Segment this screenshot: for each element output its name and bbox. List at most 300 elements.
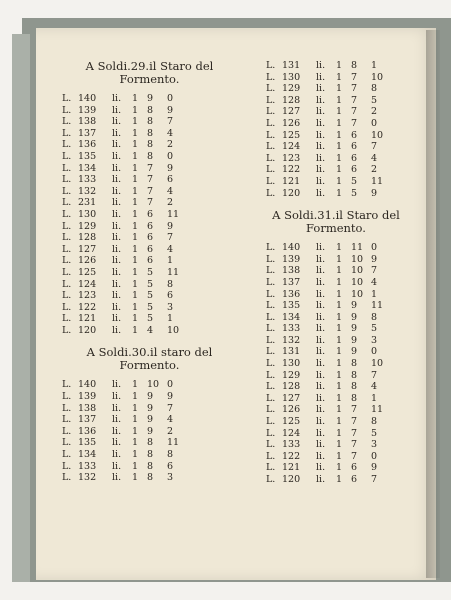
table-row xyxy=(266,277,406,289)
row-value-1: 1 xyxy=(336,346,343,358)
row-value-2: 8 xyxy=(147,139,154,151)
row-value-2: 7 xyxy=(351,83,358,95)
row-unit: li. xyxy=(316,288,326,300)
row-unit: li. xyxy=(112,255,122,267)
row-value-2: 9 xyxy=(351,346,358,358)
row-number: 129 xyxy=(282,83,301,95)
row-number: 121 xyxy=(282,175,301,187)
row-unit: li. xyxy=(316,334,326,346)
row-value-1: 1 xyxy=(132,414,139,426)
row-number: 140 xyxy=(78,379,97,391)
row-prefix: L. xyxy=(266,253,276,265)
row-value-2: 5 xyxy=(351,187,358,199)
table-row xyxy=(266,242,406,254)
row-prefix: L. xyxy=(266,152,276,164)
row-value-3: 0 xyxy=(167,379,174,391)
row-value-1: 1 xyxy=(132,437,139,449)
row-number: 129 xyxy=(282,369,301,381)
row-prefix: L. xyxy=(266,300,276,312)
row-value-3: 6 xyxy=(167,290,174,302)
row-value-3: 1 xyxy=(371,392,378,404)
row-number: 132 xyxy=(78,185,97,197)
heading-line: Formento. xyxy=(306,221,366,236)
row-value-1: 1 xyxy=(132,93,139,104)
row-prefix: L. xyxy=(266,94,276,106)
row-number: 131 xyxy=(282,346,301,358)
row-number: 127 xyxy=(78,243,97,255)
row-number: 133 xyxy=(282,323,301,335)
row-unit: li. xyxy=(316,300,326,312)
row-value-2: 8 xyxy=(147,127,154,139)
row-unit: li. xyxy=(316,253,326,265)
row-number: 140 xyxy=(282,242,301,254)
row-prefix: L. xyxy=(266,117,276,129)
row-prefix: L. xyxy=(62,104,72,116)
row-value-1: 1 xyxy=(132,391,139,403)
row-unit: li. xyxy=(316,60,326,71)
row-number: 135 xyxy=(282,300,301,312)
section-heading-30 xyxy=(62,346,237,372)
table-row xyxy=(266,130,406,142)
row-value-1: 1 xyxy=(336,129,343,141)
row-value-3: 7 xyxy=(167,402,174,414)
row-value-2: 10 xyxy=(351,265,364,277)
row-value-2: 9 xyxy=(351,334,358,346)
row-value-2: 8 xyxy=(351,392,358,404)
row-value-3: 9 xyxy=(167,220,174,232)
row-prefix: L. xyxy=(266,106,276,118)
row-unit: li. xyxy=(112,197,122,209)
row-unit: li. xyxy=(316,404,326,416)
row-value-3: 0 xyxy=(371,117,378,129)
row-number: 121 xyxy=(78,313,97,325)
row-value-3: 8 xyxy=(167,449,174,461)
row-prefix: L. xyxy=(62,278,72,290)
row-value-2: 8 xyxy=(351,369,358,381)
row-unit: li. xyxy=(112,301,122,313)
row-value-2: 8 xyxy=(147,449,154,461)
row-value-2: 6 xyxy=(351,129,358,141)
row-value-2: 8 xyxy=(351,381,358,393)
row-value-2: 6 xyxy=(147,208,154,220)
table-row xyxy=(62,267,237,279)
table-row xyxy=(266,60,406,72)
row-value-2: 11 xyxy=(351,242,364,254)
row-unit: li. xyxy=(316,381,326,393)
table-row xyxy=(62,279,237,291)
table-row xyxy=(62,313,237,325)
table-row xyxy=(62,105,237,117)
row-prefix: L. xyxy=(62,437,72,449)
table-row xyxy=(266,404,406,416)
row-value-1: 1 xyxy=(132,313,139,325)
row-unit: li. xyxy=(316,106,326,118)
row-prefix: L. xyxy=(266,60,276,71)
row-unit: li. xyxy=(316,129,326,141)
row-unit: li. xyxy=(316,311,326,323)
row-value-1: 1 xyxy=(132,290,139,302)
table-row xyxy=(266,428,406,440)
row-prefix: L. xyxy=(62,391,72,403)
row-value-3: 9 xyxy=(167,104,174,116)
table-row xyxy=(62,255,237,267)
row-prefix: L. xyxy=(62,402,72,414)
row-value-1: 1 xyxy=(336,141,343,153)
row-prefix: L. xyxy=(62,414,72,426)
row-value-2: 8 xyxy=(351,60,358,71)
row-unit: li. xyxy=(316,439,326,451)
row-prefix: L. xyxy=(62,324,72,336)
row-unit: li. xyxy=(112,266,122,278)
row-number: 132 xyxy=(78,472,97,484)
row-unit: li. xyxy=(316,242,326,254)
table-row xyxy=(62,197,237,209)
row-value-2: 10 xyxy=(147,379,160,391)
row-number: 122 xyxy=(282,164,301,176)
heading-line: A Soldi.31.il Staro del xyxy=(272,208,400,223)
row-value-3: 8 xyxy=(167,278,174,290)
row-value-2: 8 xyxy=(351,358,358,370)
row-number: 123 xyxy=(78,290,97,302)
row-value-1: 1 xyxy=(336,439,343,451)
row-number: 133 xyxy=(282,439,301,451)
row-number: 139 xyxy=(282,253,301,265)
row-prefix: L. xyxy=(62,232,72,244)
right-column xyxy=(266,60,406,486)
row-unit: li. xyxy=(316,369,326,381)
row-prefix: L. xyxy=(62,220,72,232)
table-row xyxy=(62,290,237,302)
row-value-3: 5 xyxy=(371,427,378,439)
row-unit: li. xyxy=(112,324,122,336)
row-number: 136 xyxy=(78,139,97,151)
table-row xyxy=(62,163,237,175)
row-value-1: 1 xyxy=(132,379,139,391)
section-heading-29 xyxy=(62,60,237,86)
row-value-2: 9 xyxy=(147,402,154,414)
row-value-3: 5 xyxy=(371,323,378,335)
table-row xyxy=(266,289,406,301)
table-row xyxy=(266,153,406,165)
row-unit: li. xyxy=(316,187,326,199)
row-prefix: L. xyxy=(266,462,276,474)
row-number: 136 xyxy=(78,425,97,437)
row-value-1: 1 xyxy=(132,162,139,174)
row-number: 120 xyxy=(78,324,97,336)
row-value-1: 1 xyxy=(336,300,343,312)
row-unit: li. xyxy=(112,150,122,162)
row-number: 125 xyxy=(282,416,301,428)
table-row xyxy=(62,221,237,233)
table-row xyxy=(266,474,406,486)
row-number: 135 xyxy=(78,437,97,449)
row-prefix: L. xyxy=(62,266,72,278)
row-unit: li. xyxy=(316,358,326,370)
row-unit: li. xyxy=(112,402,122,414)
row-unit: li. xyxy=(316,474,326,485)
row-unit: li. xyxy=(316,392,326,404)
row-value-2: 8 xyxy=(147,437,154,449)
row-unit: li. xyxy=(112,472,122,484)
row-prefix: L. xyxy=(62,116,72,128)
row-number: 130 xyxy=(282,358,301,370)
row-number: 124 xyxy=(282,141,301,153)
row-value-1: 1 xyxy=(336,152,343,164)
row-value-3: 4 xyxy=(371,381,378,393)
row-value-3: 4 xyxy=(371,276,378,288)
table-row xyxy=(266,106,406,118)
row-value-2: 6 xyxy=(147,220,154,232)
row-unit: li. xyxy=(316,323,326,335)
row-value-2: 9 xyxy=(147,93,154,104)
table-row xyxy=(266,462,406,474)
row-prefix: L. xyxy=(266,323,276,335)
table-row xyxy=(266,176,406,188)
table-row xyxy=(266,358,406,370)
row-unit: li. xyxy=(112,116,122,128)
table-row xyxy=(266,83,406,95)
row-number: 130 xyxy=(282,71,301,83)
row-unit: li. xyxy=(316,164,326,176)
row-prefix: L. xyxy=(62,174,72,186)
price-table-29 xyxy=(62,93,237,336)
row-number: 131 xyxy=(282,60,301,71)
row-prefix: L. xyxy=(62,139,72,151)
row-unit: li. xyxy=(316,427,326,439)
row-value-1: 1 xyxy=(336,242,343,254)
row-value-3: 2 xyxy=(371,106,378,118)
table-row xyxy=(266,72,406,84)
row-value-1: 1 xyxy=(132,255,139,267)
row-value-1: 1 xyxy=(336,71,343,83)
table-row xyxy=(266,141,406,153)
row-unit: li. xyxy=(112,232,122,244)
row-value-1: 1 xyxy=(336,106,343,118)
row-number: 132 xyxy=(282,334,301,346)
row-number: 127 xyxy=(282,392,301,404)
row-value-3: 4 xyxy=(167,414,174,426)
row-value-2: 7 xyxy=(351,71,358,83)
folder-edge xyxy=(12,34,30,582)
row-number: 231 xyxy=(78,197,97,209)
table-row xyxy=(62,414,237,426)
row-value-3: 0 xyxy=(371,242,378,254)
row-value-1: 1 xyxy=(336,265,343,277)
row-value-1: 1 xyxy=(132,324,139,336)
row-value-1: 1 xyxy=(336,187,343,199)
row-number: 125 xyxy=(282,129,301,141)
row-value-1: 1 xyxy=(336,462,343,474)
row-value-3: 3 xyxy=(167,472,174,484)
row-prefix: L. xyxy=(62,127,72,139)
row-value-2: 4 xyxy=(147,324,154,336)
row-value-1: 1 xyxy=(132,139,139,151)
row-value-1: 1 xyxy=(336,404,343,416)
row-value-2: 6 xyxy=(351,141,358,153)
row-unit: li. xyxy=(316,462,326,474)
row-unit: li. xyxy=(112,220,122,232)
row-value-1: 1 xyxy=(336,175,343,187)
row-prefix: L. xyxy=(62,472,72,484)
row-value-3: 9 xyxy=(167,391,174,403)
row-unit: li. xyxy=(112,379,122,391)
row-number: 133 xyxy=(78,174,97,186)
row-value-3: 7 xyxy=(371,141,378,153)
row-unit: li. xyxy=(112,278,122,290)
row-number: 137 xyxy=(78,127,97,139)
row-value-2: 7 xyxy=(351,106,358,118)
row-value-1: 1 xyxy=(132,266,139,278)
row-prefix: L. xyxy=(266,369,276,381)
row-value-3: 4 xyxy=(371,152,378,164)
row-value-2: 9 xyxy=(351,300,358,312)
row-number: 128 xyxy=(78,232,97,244)
row-value-3: 10 xyxy=(371,71,384,83)
price-table-29-continued xyxy=(266,60,406,199)
row-value-2: 7 xyxy=(351,427,358,439)
row-value-3: 3 xyxy=(167,301,174,313)
price-table-30 xyxy=(62,379,237,483)
row-value-3: 7 xyxy=(371,369,378,381)
row-value-3: 1 xyxy=(371,288,378,300)
row-unit: li. xyxy=(316,265,326,277)
row-value-1: 1 xyxy=(336,94,343,106)
row-value-2: 10 xyxy=(351,253,364,265)
row-prefix: L. xyxy=(62,449,72,461)
row-value-2: 9 xyxy=(147,414,154,426)
row-value-2: 7 xyxy=(351,439,358,451)
row-number: 140 xyxy=(78,93,97,104)
row-unit: li. xyxy=(112,93,122,104)
row-unit: li. xyxy=(316,94,326,106)
row-prefix: L. xyxy=(62,185,72,197)
table-row xyxy=(62,244,237,256)
table-row xyxy=(266,346,406,358)
row-value-3: 11 xyxy=(167,208,180,220)
row-value-2: 8 xyxy=(147,104,154,116)
row-value-3: 6 xyxy=(167,174,174,186)
row-value-1: 1 xyxy=(336,334,343,346)
row-value-3: 0 xyxy=(167,93,174,104)
row-value-2: 7 xyxy=(147,185,154,197)
row-prefix: L. xyxy=(266,288,276,300)
row-number: 130 xyxy=(78,208,97,220)
row-value-3: 9 xyxy=(371,187,378,199)
row-value-1: 1 xyxy=(132,127,139,139)
row-prefix: L. xyxy=(62,150,72,162)
row-value-1: 1 xyxy=(132,174,139,186)
table-row xyxy=(266,265,406,277)
row-unit: li. xyxy=(316,276,326,288)
row-value-1: 1 xyxy=(336,60,343,71)
row-value-3: 7 xyxy=(167,116,174,128)
row-prefix: L. xyxy=(62,313,72,325)
row-value-2: 7 xyxy=(351,416,358,428)
row-unit: li. xyxy=(112,208,122,220)
row-value-3: 4 xyxy=(167,243,174,255)
row-value-3: 5 xyxy=(371,94,378,106)
row-value-3: 10 xyxy=(167,324,180,336)
row-value-1: 1 xyxy=(132,460,139,472)
table-row xyxy=(62,391,237,403)
row-number: 126 xyxy=(282,404,301,416)
row-unit: li. xyxy=(112,174,122,186)
row-value-3: 4 xyxy=(167,185,174,197)
row-number: 138 xyxy=(282,265,301,277)
row-unit: li. xyxy=(316,83,326,95)
row-value-3: 7 xyxy=(167,232,174,244)
row-unit: li. xyxy=(112,139,122,151)
table-row xyxy=(62,472,237,484)
row-number: 137 xyxy=(282,276,301,288)
table-row xyxy=(266,323,406,335)
row-value-3: 11 xyxy=(167,437,180,449)
row-value-3: 3 xyxy=(371,439,378,451)
row-prefix: L. xyxy=(266,276,276,288)
row-number: 129 xyxy=(78,220,97,232)
row-value-2: 7 xyxy=(351,117,358,129)
table-row xyxy=(62,174,237,186)
heading-line: Formento. xyxy=(119,358,180,373)
row-prefix: L. xyxy=(266,404,276,416)
row-number: 134 xyxy=(282,311,301,323)
row-value-1: 1 xyxy=(336,83,343,95)
table-row xyxy=(266,164,406,176)
row-number: 127 xyxy=(282,106,301,118)
row-value-2: 8 xyxy=(147,150,154,162)
row-prefix: L. xyxy=(62,197,72,209)
table-row xyxy=(266,370,406,382)
row-unit: li. xyxy=(112,437,122,449)
table-row xyxy=(266,300,406,312)
row-value-2: 6 xyxy=(351,474,358,485)
row-prefix: L. xyxy=(266,175,276,187)
row-prefix: L. xyxy=(266,83,276,95)
row-number: 133 xyxy=(78,460,97,472)
row-unit: li. xyxy=(112,290,122,302)
row-value-2: 10 xyxy=(351,288,364,300)
table-row xyxy=(62,379,237,391)
row-unit: li. xyxy=(316,141,326,153)
table-row xyxy=(62,232,237,244)
row-value-2: 7 xyxy=(147,162,154,174)
row-number: 134 xyxy=(78,449,97,461)
row-value-2: 5 xyxy=(147,301,154,313)
table-row xyxy=(266,439,406,451)
row-value-1: 1 xyxy=(132,243,139,255)
row-value-3: 11 xyxy=(371,404,384,416)
row-unit: li. xyxy=(112,391,122,403)
row-value-1: 1 xyxy=(336,164,343,176)
table-row xyxy=(266,188,406,200)
row-value-1: 1 xyxy=(132,150,139,162)
row-unit: li. xyxy=(316,175,326,187)
row-value-3: 0 xyxy=(371,346,378,358)
row-value-1: 1 xyxy=(132,185,139,197)
row-unit: li. xyxy=(316,416,326,428)
row-value-3: 1 xyxy=(167,313,174,325)
table-row xyxy=(266,416,406,428)
row-value-1: 1 xyxy=(132,301,139,313)
table-row xyxy=(266,381,406,393)
row-number: 126 xyxy=(282,117,301,129)
row-prefix: L. xyxy=(266,450,276,462)
row-prefix: L. xyxy=(62,93,72,104)
table-row xyxy=(266,254,406,266)
row-value-1: 1 xyxy=(336,288,343,300)
row-value-2: 7 xyxy=(147,197,154,209)
row-value-1: 1 xyxy=(336,450,343,462)
